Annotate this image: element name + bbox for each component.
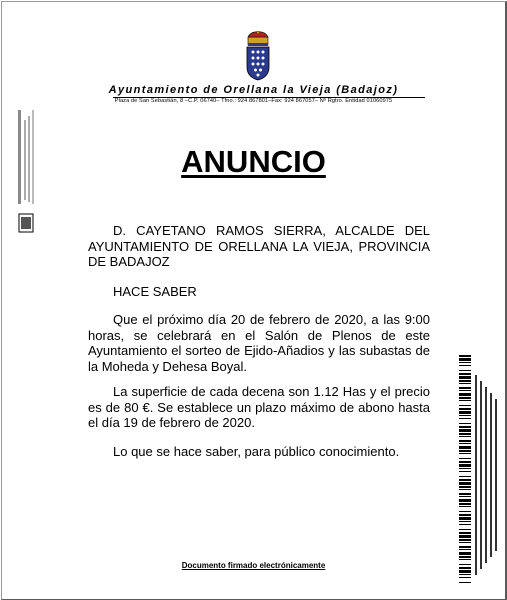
header-title: Ayuntamiento de Orellana la Vieja (Badajoz) — [108, 84, 399, 96]
paragraph-price: La superficie de cada decena son 1.12 Has y el precio es de 80 €. Se establece un plazo máximo de abono hasta el día 19 de febrero de 2020. — [88, 384, 430, 430]
page-heading: ANUNCIO — [181, 144, 326, 179]
paragraph-announcement: Que el próximo día 20 de febrero de 2020, a las 9:00 horas, se celebrará en el Salón de Plenos de este Ayuntamiento el sorteo de Ejido-Añadios y las subastas de la Moheda y Dehesa Boyal. — [88, 312, 430, 374]
signature-note: Documento firmado electrónicamente — [181, 561, 326, 570]
coat-of-arms-icon — [243, 31, 273, 81]
paragraph-hace-saber: HACE SABER — [113, 284, 197, 299]
barcode-icon — [458, 355, 502, 583]
header-address: Plaza de San Sebastián, 8 –C.P. 06740– Tfno.: 924 867801–Fax: 924 867057– Nº Rgtro. Entidad 01060975 — [114, 98, 393, 104]
paragraph-closing: Lo que se hace saber, para público conocimiento. — [113, 444, 400, 459]
paragraph-declarant: D. CAYETANO RAMOS SIERRA, ALCALDE DEL AYUNTAMIENTO DE ORELLANA LA VIEJA, PROVINCIA DE BADAJOZ — [88, 223, 430, 269]
